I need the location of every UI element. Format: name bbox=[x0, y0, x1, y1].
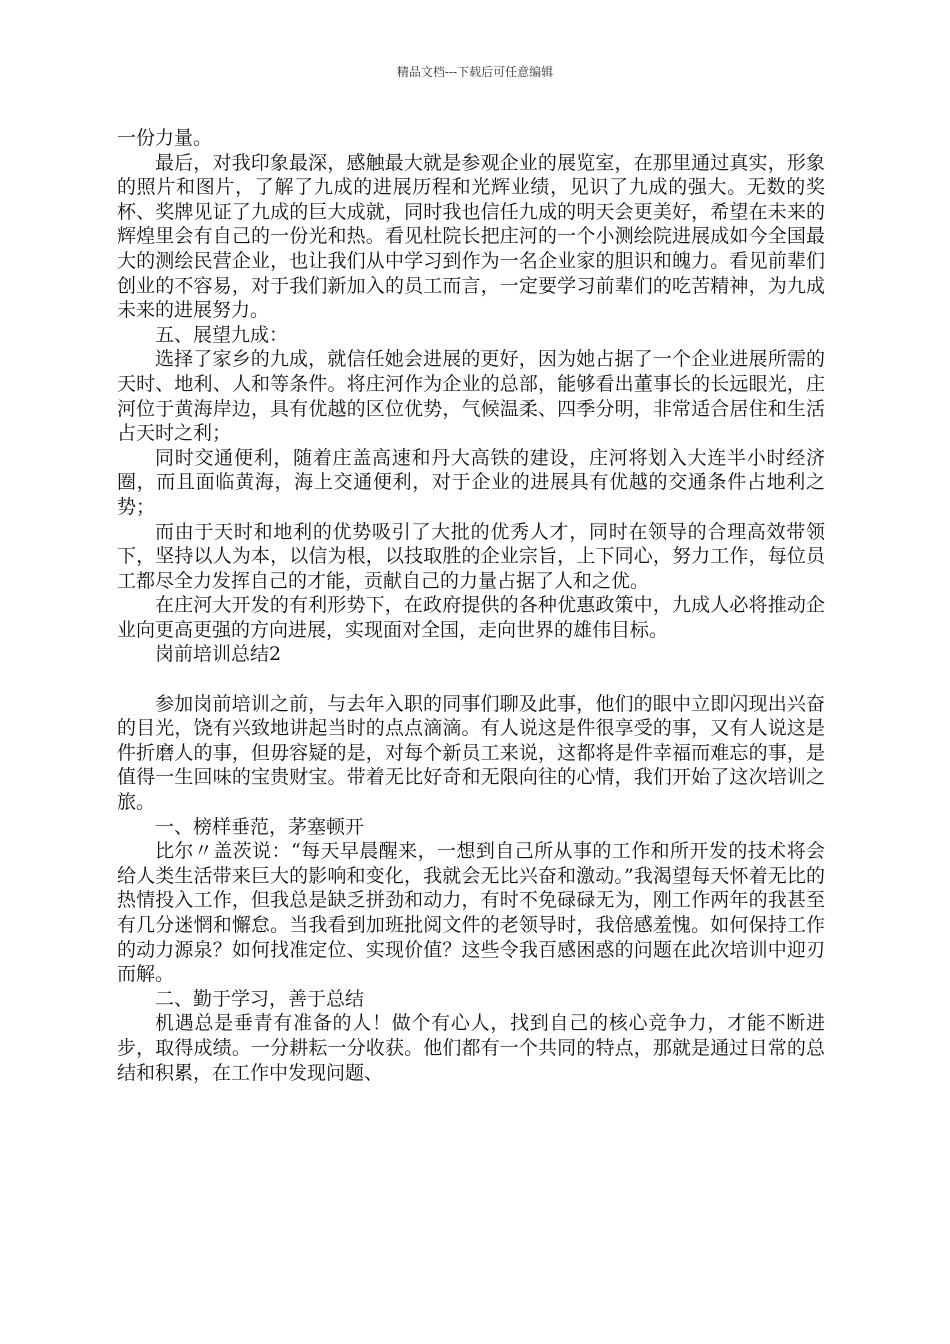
paragraph: 一份力量。 bbox=[117, 127, 213, 149]
paragraph: 同时交通便利，随着庄盖高速和丹大高铁的建设，庄河将划入大连半小时经济圈，而且面临黄海，海上交通便利，对于企业的进展具有优越的交通条件占地利之势； bbox=[117, 446, 825, 518]
page-header: 精品文档---下载后可任意编辑 bbox=[396, 65, 554, 79]
paragraph: 选择了家乡的九成，就信任她会进展的更好，因为她占据了一个企业进展所需的天时、地利、人和等条件。将庄河作为企业的总部，能够看出董事长的长远眼光，庄河位于黄海岸边，具有优越的区位优势，气候温柔、四季分明，非常适合居住和生活占天时之利； bbox=[117, 348, 825, 445]
paragraph: 在庄河大开发的有利形势下，在政府提供的各种优惠政策中，九成人必将推动企业向更高更强的方向进展，实现面对全国，走向世界的雄伟目标。 bbox=[117, 594, 825, 641]
blank-line bbox=[117, 667, 825, 692]
paragraph: 比尔〃盖茨说：“每天早晨醒来，一想到自己所从事的工作和所开发的技术将会给人类生活带来巨大的影响和变化，我就会无比兴奋和激动。”我渴望每天怀着无比的热情投入工作，但我总是缺乏拼劲和动力，有时不免碌碌无为，刚工作两年的我甚至有几分迷惘和懈怠。当我看到加班批阅文件的老领导时，我倍感羞愧。如何保持工作的动力源泉？如何找准定位、实现价值？这些令我百感困惑的问题在此次培训中迎刃而解。 bbox=[117, 840, 825, 986]
section-heading: 一、榜样垂范，茅塞顿开 bbox=[155, 815, 365, 838]
paragraph: 机遇总是垂青有准备的人！做个有心人，找到自己的核心竞争力，才能不断进步，取得成绩。一分耕耘一分收获。他们都有一个共同的特点，那就是通过日常的总结和积累，在工作中发现问题、 bbox=[117, 1012, 825, 1084]
section-heading: 五、展望九成： bbox=[155, 323, 289, 346]
paragraph: 最后，对我印象最深，感触最大就是参观企业的展览室，在那里通过真实，形象的照片和图片，了解了九成的进展历程和光辉业绩，见识了九成的强大。无数的奖杯、奖牌见证了九成的巨大成就，同时我也信任九成的明天会更美好，希望在未来的辉煌里会有自己的一份光和热。看见杜院长把庄河的一个小测绘院进展成如今全国最大的测绘民营企业，也让我们从中学习到作为一名企业家的胆识和魄力。看见前辈们创业的不容易，对于我们新加入的员工而言，一定要学习前辈们的吃苦精神，为九成未来的进展努力。 bbox=[117, 151, 825, 322]
section-heading: 二、勤于学习，善于总结 bbox=[155, 987, 365, 1010]
paragraph: 参加岗前培训之前，与去年入职的同事们聊及此事，他们的眼中立即闪现出兴奋的目光，饶有兴致地讲起当时的点点滴滴。有人说这是件很享受的事，又有人说这是件折磨人的事，但毋容疑的是，对每个新员工来说，这都将是件幸福而难忘的事，是值得一生回味的宝贵财宝。带着无比好奇和无限向往的心情，我们开始了这次培训之旅。 bbox=[117, 692, 825, 814]
paragraph: 而由于天时和地利的优势吸引了大批的优秀人才，同时在领导的合理高效带领下，坚持以人为本，以信为根，以技取胜的企业宗旨，上下同心，努力工作，每位员工都尽全力发挥自己的才能，贡献自己的力量占据了人和之优。 bbox=[117, 520, 825, 592]
document-body bbox=[117, 126, 825, 1085]
document-title: 岗前培训总结2 bbox=[155, 643, 282, 666]
